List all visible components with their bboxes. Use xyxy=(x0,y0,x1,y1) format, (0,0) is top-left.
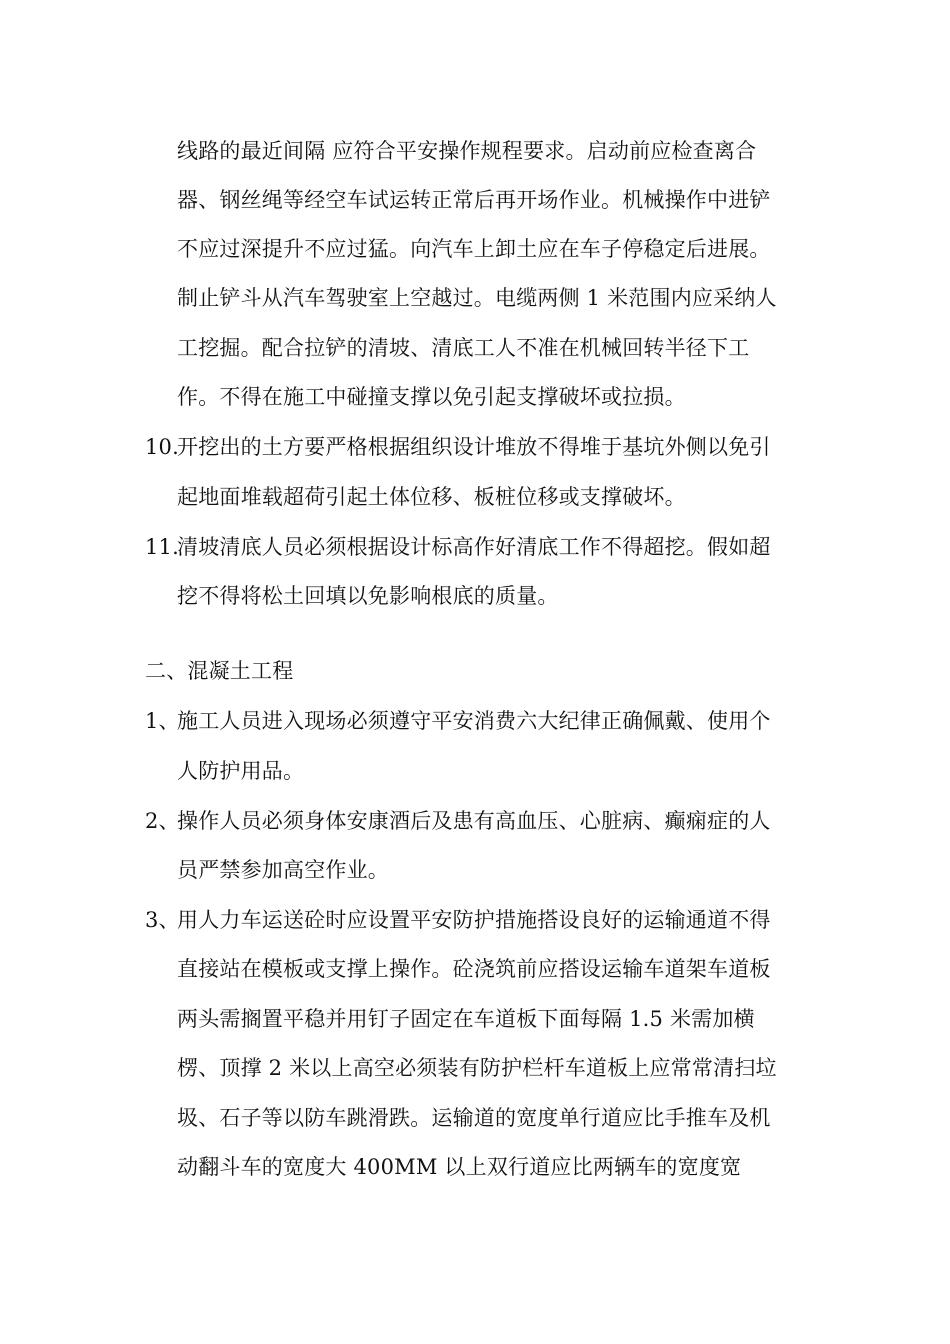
list-number: 10. xyxy=(145,435,179,459)
text-line: 器、钢丝绳等经空车试运转正常后再开场作业。机械操作中进铲 xyxy=(177,188,771,212)
text-line: 起地面堆载超荷引起土体位移、板桩位移或支撑破坏。 xyxy=(177,485,686,509)
text-line: 动翻斗车的宽度大 400MM 以上双行道应比两辆车的宽度宽 xyxy=(177,1155,742,1179)
text-line: 两头需搁置平稳并用钉子固定在车道板下面每隔 1.5 米需加横 xyxy=(177,1007,755,1031)
list-number: 2、 xyxy=(145,809,180,833)
text-line: 清坡清底人员必须根据设计标高作好清底工作不得超挖。假如超 xyxy=(177,535,771,559)
text-line: 人防护用品。 xyxy=(177,759,305,783)
text-line: 操作人员必须身体安康酒后及患有高血压、心脏病、癫痫症的人 xyxy=(177,809,771,833)
text-line: 制止铲斗从汽车驾驶室上空越过。电缆两侧 1 米范围内应采纳人 xyxy=(177,286,777,310)
text-line: 开挖出的土方要严格根据组织设计堆放不得堆于基坑外侧以免引 xyxy=(177,435,771,459)
section-heading: 二、混凝土工程 xyxy=(145,659,294,683)
text-line: 圾、石子等以防车跳滑跌。运输道的宽度单行道应比手推车及机 xyxy=(177,1106,771,1130)
text-line: 作。不得在施工中碰撞支撑以免引起支撑破坏或拉损。 xyxy=(177,385,686,409)
text-line: 员严禁参加高空作业。 xyxy=(177,858,389,882)
text-line: 挖不得将松土回填以免影响根底的质量。 xyxy=(177,584,559,608)
text-line: 用人力车运送砼时应设置平安防护措施搭设良好的运输通道不得 xyxy=(177,908,771,932)
text-line: 施工人员进入现场必须遵守平安消费六大纪律正确佩戴、使用个 xyxy=(177,709,771,733)
text-line: 不应过深提升不应过猛。向汽车上卸土应在车子停稳定后进展。 xyxy=(177,237,771,261)
list-number: 3、 xyxy=(145,908,180,932)
text-line: 工挖掘。配合拉铲的清坡、清底工人不准在机械回转半径下工 xyxy=(177,336,750,360)
list-number: 1、 xyxy=(145,709,180,733)
text-line: 直接站在模板或支撑上操作。砼浇筑前应搭设运输车道架车道板 xyxy=(177,957,771,981)
text-line: 线路的最近间隔 应符合平安操作规程要求。启动前应检查离合 xyxy=(177,139,757,163)
list-number: 11. xyxy=(145,535,179,559)
text-line: 楞、顶撑 2 米以上高空必须装有防护栏杆车道板上应常常清扫垃 xyxy=(177,1056,777,1080)
